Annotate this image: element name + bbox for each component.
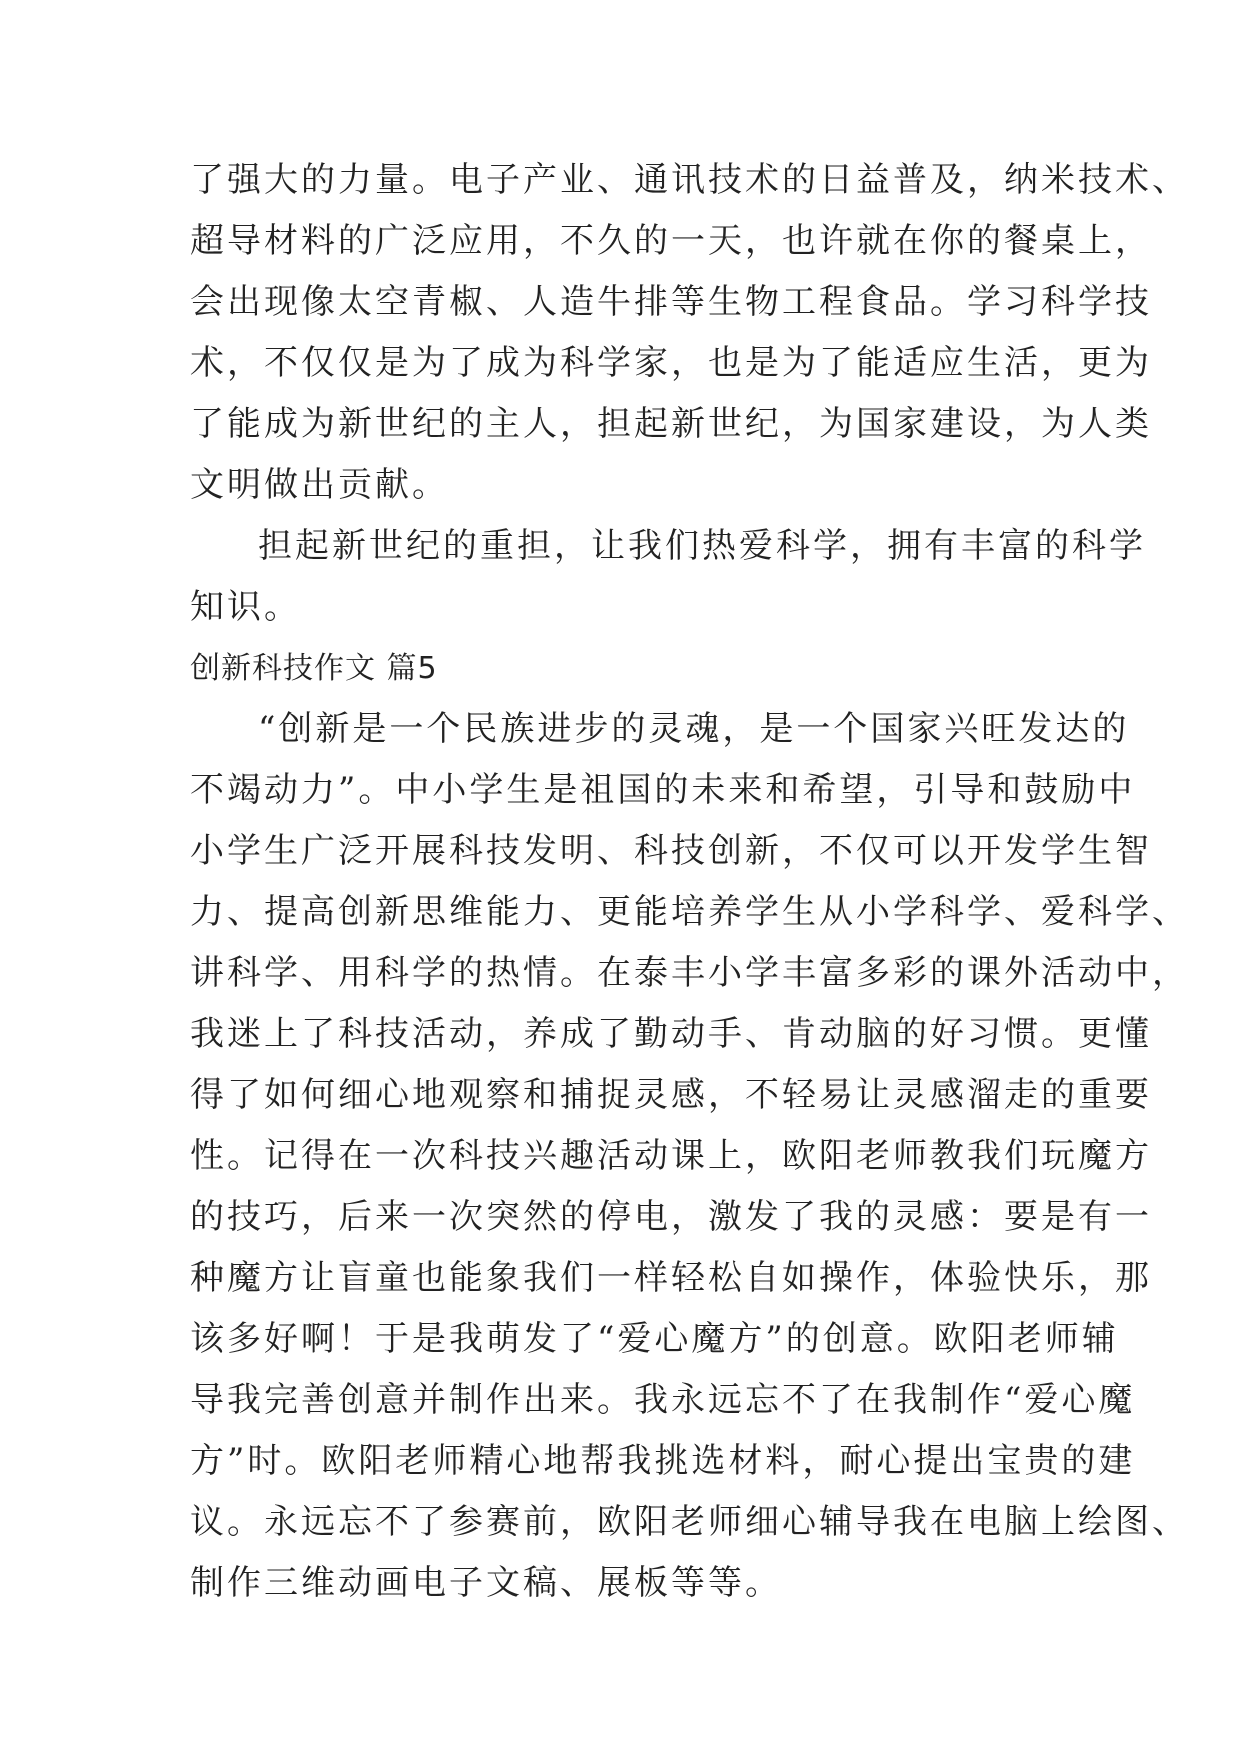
text-line: 的技巧，后来一次突然的停电，激发了我的灵感：要是有一 [190,1197,1152,1237]
text-line: 了强大的力量。电子产业、通讯技术的日益普及，纳米技术、 [190,160,1189,200]
text-line: 性。记得在一次科技兴趣活动课上，欧阳老师教我们玩魔方 [190,1136,1152,1176]
text-line: 知识。 [190,587,301,627]
text-line: 超导材料的广泛应用，不久的一天，也许就在你的餐桌上， [190,221,1152,261]
text-line: 不竭动力”。中小学生是祖国的未来和希望，引导和鼓励中 [190,770,1136,810]
document-body [190,150,1189,1614]
text-line: 我迷上了科技活动，养成了勤动手、肯动脑的好习惯。更懂 [190,1014,1152,1054]
paragraph [190,699,1189,1614]
text-line: 文明做出贡献。 [190,465,449,505]
section-heading-text: 创新科技作文 篇5 [190,651,438,686]
text-line: 导我完善创意并制作出来。我永远忘不了在我制作“爱心魔 [190,1380,1136,1420]
section-heading [190,638,1070,699]
text-line: 会出现像太空青椒、人造牛排等生物工程食品。学习科学技 [190,282,1152,322]
text-line: 该多好啊！于是我萌发了“爱心魔方”的创意。欧阳老师辅 [190,1319,1119,1359]
text-line: 了能成为新世纪的主人，担起新世纪，为国家建设，为人类 [190,404,1152,444]
text-line: 议。永远忘不了参赛前，欧阳老师细心辅导我在电脑上绘图、 [190,1502,1189,1542]
text-line: 制作三维动画电子文稿、展板等等。 [190,1563,782,1603]
text-line: 讲科学、用科学的热情。在泰丰小学丰富多彩的课外活动中， [190,953,1189,993]
text-line: 种魔方让盲童也能象我们一样轻松自如操作，体验快乐，那 [190,1258,1152,1298]
text-line: 担起新世纪的重担，让我们热爱科学，拥有丰富的科学 [258,526,1146,566]
text-line: 力、提高创新思维能力、更能培养学生从小学科学、爱科学、 [190,892,1189,932]
text-line: 得了如何细心地观察和捕捉灵感，不轻易让灵感溜走的重要 [190,1075,1152,1115]
text-line: 小学生广泛开展科技发明、科技创新，不仅可以开发学生智 [190,831,1152,871]
paragraph [190,150,1189,516]
text-line: 方”时。欧阳老师精心地帮我挑选材料，耐心提出宝贵的建 [190,1441,1136,1481]
text-line: 术，不仅仅是为了成为科学家，也是为了能适应生活，更为 [190,343,1152,383]
paragraph [190,516,1146,638]
text-line: “创新是一个民族进步的灵魂，是一个国家兴旺发达的 [258,709,1130,749]
